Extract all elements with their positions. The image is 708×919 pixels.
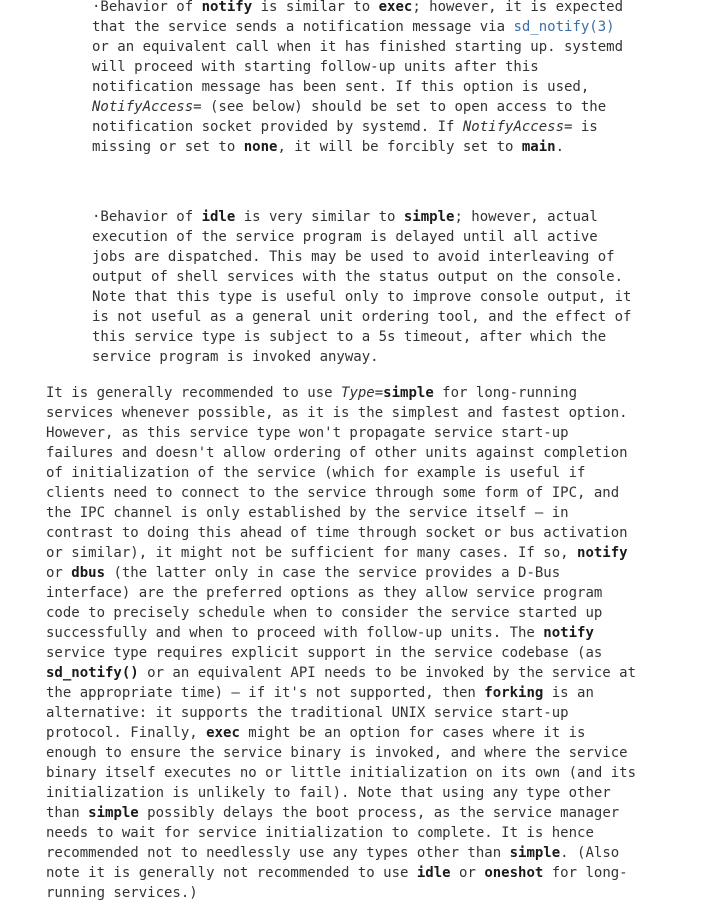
text-line [46, 823, 636, 843]
text-run: enough to ensure the service binary is invoked, and where the service [46, 745, 628, 761]
bold-term: simple [403, 209, 455, 225]
text-run: . (Also [560, 845, 620, 861]
text-run: is an [543, 685, 594, 701]
text-run: protocol. Finally, [46, 725, 207, 741]
text-run: . [555, 139, 565, 155]
text-run: (see below) should be set to open access to the [201, 99, 607, 115]
text-run: contrast to doing this ahead of time through socket or bus activation [46, 525, 628, 541]
bold-term: idle [201, 209, 236, 225]
text-run: this service type is subject to a 5s timeout, after which the [92, 329, 607, 345]
bold-term: notify [201, 0, 253, 15]
text-run: is not useful as a general unit ordering tool, and the effect of [92, 309, 632, 325]
text-line [46, 483, 636, 503]
text-line [92, 287, 631, 307]
bold-term: notify [577, 545, 628, 561]
text-line [46, 883, 636, 903]
text-line [46, 463, 636, 483]
text-line [92, 17, 623, 37]
text-run: notification message has been sent. If this option is used, [92, 79, 590, 95]
bold-term: simple [383, 385, 434, 401]
text-run: will proceed with starting follow-up units after this [92, 59, 539, 75]
text-run: binary itself executes no or little initialization on its own (and its [46, 765, 637, 781]
text-line [46, 683, 636, 703]
text-run: ; however, actual [454, 209, 598, 225]
text-run: or [450, 865, 485, 881]
text-run: missing or set to [92, 139, 244, 155]
bold-term: simple [509, 845, 561, 861]
text-line [46, 863, 636, 883]
bold-term: notify [543, 625, 594, 641]
text-run: However, as this service type won't propagate service start-up [46, 425, 569, 441]
text-run: or similar), it might not be sufficient for many cases. If so, [46, 545, 578, 561]
text-run: initialization is unlikely to fail). Note that using any type other [46, 785, 611, 801]
text-run: or an equivalent call when it has finished starting up. systemd [92, 39, 624, 55]
italic-term: NotifyAccess= [92, 99, 202, 115]
text-line [46, 743, 636, 763]
text-line [46, 723, 636, 743]
text-run: the IPC channel is only established by the service itself — in [46, 505, 569, 521]
bold-term: exec [206, 725, 240, 741]
text-line [46, 763, 636, 783]
text-run: failures and doesn't allow ordering of other units against completion [46, 445, 628, 461]
italic-term: NotifyAccess= [462, 119, 573, 135]
bold-term: simple [88, 805, 139, 821]
bold-term: sd_notify() [46, 665, 139, 681]
text-run: (the latter only in case the service provides a D-Bus [105, 565, 561, 581]
text-line [46, 703, 636, 723]
text-run: It is generally recommended to use [46, 385, 342, 401]
type-recommendation-paragraph [46, 383, 636, 903]
bold-term: main [521, 139, 556, 155]
italic-term: Type= [341, 385, 384, 401]
text-run: alternative: it supports the traditional UNIX service start-up [46, 705, 569, 721]
text-line [92, 117, 623, 137]
text-run: that the service sends a notification message via [92, 19, 514, 35]
text-run: recommended not to needlessly use any types other than [46, 845, 510, 861]
notify-type-description [92, 0, 623, 157]
text-run: ; however, it is expected [412, 0, 624, 15]
text-line [92, 247, 631, 267]
text-run: services whenever possible, as it is the simplest and fastest option. [46, 405, 628, 421]
bold-term: forking [484, 685, 544, 701]
text-run: for long-running [433, 385, 578, 401]
text-line [46, 523, 636, 543]
text-run: interface) are the preferred options as they allow service program [46, 585, 603, 601]
man-page-link[interactable]: sd_notify(3) [513, 19, 615, 35]
text-run: or an equivalent API needs to be invoked by the service at [138, 665, 637, 681]
text-run: clients need to connect to the service through some form of IPC, and [46, 485, 620, 501]
text-line [92, 307, 631, 327]
text-run: of initialization of the service (which for example is useful if [46, 465, 586, 481]
text-run: execution of the service program is delayed until all active [92, 229, 598, 245]
text-line [92, 37, 623, 57]
text-line [92, 0, 623, 17]
text-run: needs to wait for service initialization to complete. It is hence [46, 825, 594, 841]
text-run: might be an option for cases where it is [239, 725, 586, 741]
text-line [92, 137, 623, 157]
text-run: notification socket provided by systemd. If [92, 119, 463, 135]
bold-term: oneshot [484, 865, 544, 881]
text-line [46, 563, 636, 583]
text-line [46, 443, 636, 463]
text-run: , it will be forcibly set to [277, 139, 522, 155]
text-line [46, 383, 636, 403]
text-run: ·Behavior of [92, 0, 202, 15]
text-line [92, 207, 631, 227]
text-run: jobs are dispatched. This may be used to avoid interleaving of [92, 249, 615, 265]
text-run: possibly delays the boot process, as the service manager [138, 805, 620, 821]
text-line [92, 57, 623, 77]
text-line [92, 267, 631, 287]
text-run: Note that this type is useful only to improve console output, it [92, 289, 632, 305]
text-line [46, 543, 636, 563]
text-run: service type requires explicit support in the service codebase (as [46, 645, 603, 661]
text-line [46, 603, 636, 623]
text-line [92, 327, 631, 347]
text-run: ·Behavior of [92, 209, 202, 225]
text-line [92, 347, 631, 367]
text-line [46, 843, 636, 863]
bold-term: idle [416, 865, 451, 881]
bold-term: dbus [71, 565, 106, 581]
text-run: or [46, 565, 72, 581]
bold-term: exec [378, 0, 413, 15]
text-line [46, 783, 636, 803]
text-run: is [572, 119, 598, 135]
text-run: successfully and when to proceed with follow-up units. The [46, 625, 544, 641]
text-line [92, 97, 623, 117]
bold-term: none [243, 139, 278, 155]
text-run: code to precisely schedule when to consider the service started up [46, 605, 603, 621]
text-line [46, 503, 636, 523]
text-run: running services.) [46, 885, 198, 901]
text-line [46, 423, 636, 443]
text-line [92, 227, 631, 247]
text-line [46, 403, 636, 423]
text-run: the appropriate time) — if it's not supported, then [46, 685, 485, 701]
text-line [46, 803, 636, 823]
text-run: note it is generally not recommended to use [46, 865, 417, 881]
text-line [46, 623, 636, 643]
text-line [92, 77, 623, 97]
text-run: is similar to [252, 0, 379, 15]
text-run: is very similar to [235, 209, 404, 225]
text-run: service program is invoked anyway. [92, 349, 379, 365]
text-run: output of shell services with the status output on the console. [92, 269, 624, 285]
text-line [46, 663, 636, 683]
text-run: for long- [543, 865, 628, 881]
text-line [46, 583, 636, 603]
idle-type-description [92, 207, 631, 367]
text-run: than [46, 805, 89, 821]
text-line [46, 643, 636, 663]
